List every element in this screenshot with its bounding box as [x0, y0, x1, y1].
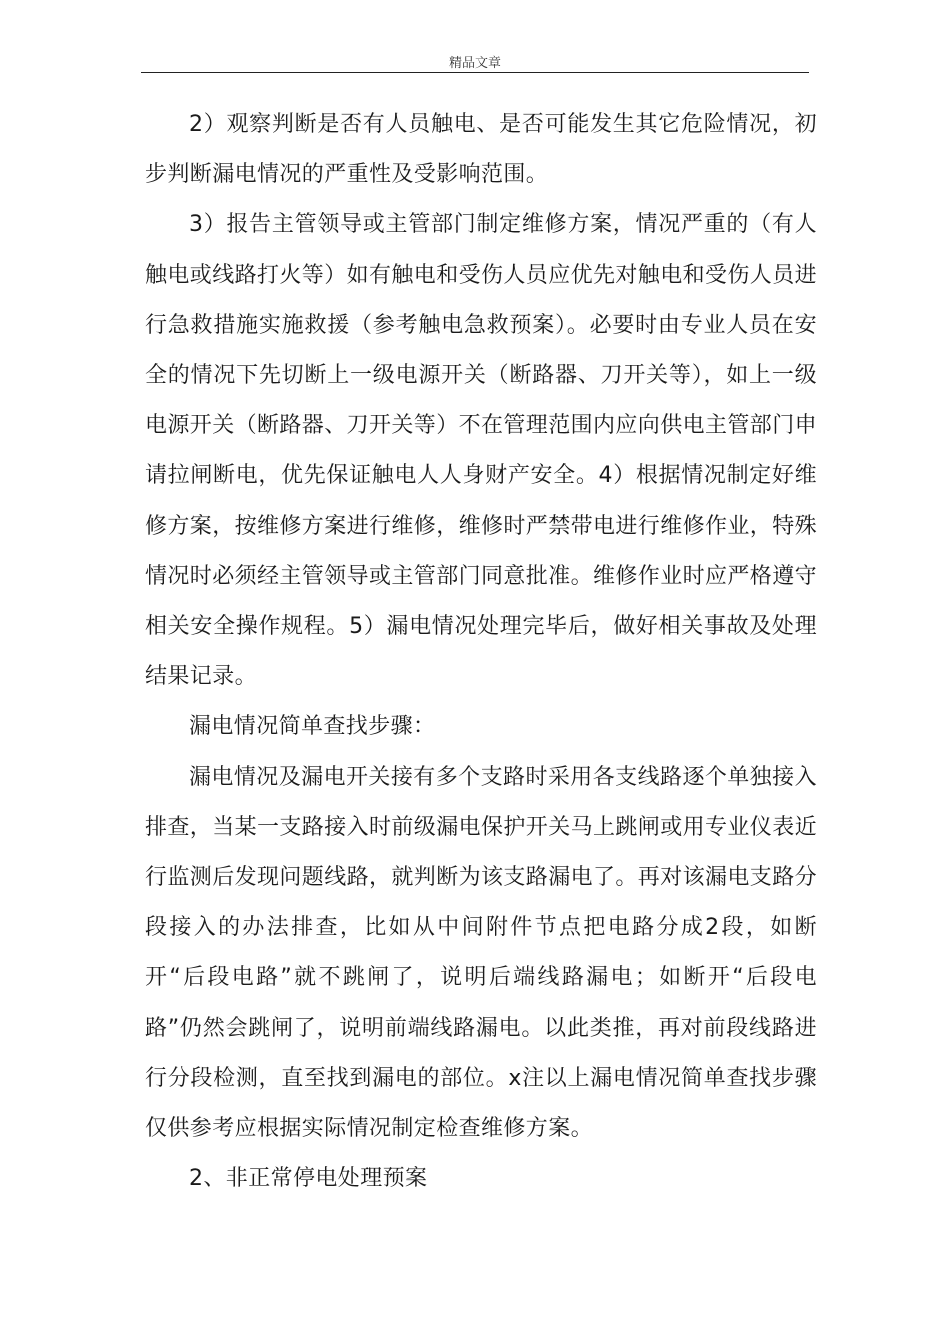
paragraph-observe: 2）观察判断是否有人员触电、是否可能发生其它危险情况，初步判断漏电情况的严重性及受影响范围。: [145, 112, 817, 188]
paragraph-report-repair: 3）报告主管领导或主管部门制定维修方案，情况严重的（有人触电或线路打火等）如有触电和受伤人员应优先对触电和受伤人员进行急救措施实施救援（参考触电急救预案）。必要时由专业人员在安全的情况下先切断上一级电源开关（断路器、刀开关等），如上一级电源开关（断路器、刀开关等）不在管理范围内应向供电主管部门申请拉闸断电，优先保证触电人人身财产安全。4）根据情况制定好维修方案，按维修方案进行维修，维修时严禁带电进行维修作业，特殊情况时必须经主管领导或主管部门同意批准。维修作业时应严格遵守相关安全操作规程。5）漏电情况处理完毕后，做好相关事故及处理结果记录。: [145, 212, 818, 690]
section-heading-power-outage: 2、非正常停电处理预案: [189, 1166, 428, 1192]
document-body: [145, 100, 817, 1204]
header-divider: [141, 72, 809, 73]
paragraph-leak-troubleshooting: 漏电情况及漏电开关接有多个支路时采用各支线路逐个单独接入排查，当某一支路接入时前级漏电保护开关马上跳闸或用专业仪表近行监测后发现问题线路，就判断为该支路漏电了。再对该漏电支路分段接入的办法排查，比如从中间附件节点把电路分成2段，如断开“后段电路”就不跳闸了，说明后端线路漏电；如断开“后段电路”仍然会跳闸了，说明前端线路漏电。以此类推，再对前段线路进行分段检测，直至找到漏电的部位。x注以上漏电情况简单查找步骤仅供参考应根据实际情况制定检查维修方案。: [145, 764, 818, 1142]
paragraph-steps-heading: 漏电情况简单查找步骤：: [189, 714, 436, 740]
page-header: [0, 0, 950, 80]
header-title: 精品文章: [448, 56, 501, 71]
